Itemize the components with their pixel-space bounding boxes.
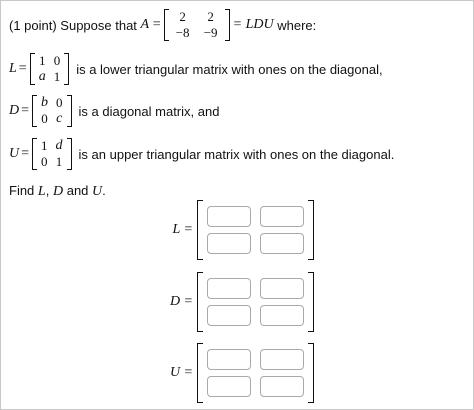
answer-l-input-21[interactable] (210, 235, 248, 252)
matrix-a-symbol: A (140, 17, 150, 32)
find-l: L (37, 184, 46, 199)
answer-l-label: L = (172, 222, 193, 237)
matrix-a-cell: −9 (203, 25, 218, 40)
answer-u-cell[interactable] (207, 349, 251, 370)
answer-d-input-22[interactable] (263, 307, 301, 324)
answer-d-label: D = (169, 294, 193, 309)
answer-d-cell[interactable] (207, 305, 251, 326)
answer-u-row (163, 344, 314, 402)
find-instruction (9, 183, 106, 200)
answer-d-cell[interactable] (207, 278, 251, 299)
matrix-a (164, 9, 230, 41)
matrix-a-cell: 2 (179, 9, 186, 24)
definition-l (9, 53, 383, 85)
matrix-cell: c (56, 111, 63, 126)
answer-u-input-11[interactable] (210, 351, 248, 368)
matrix-cell: d (55, 138, 63, 153)
answer-u-cell[interactable] (207, 376, 251, 397)
answer-l-input-11[interactable] (210, 208, 248, 225)
find-u: U (92, 184, 103, 199)
definition-symbol: D (9, 103, 20, 118)
answer-l-cell[interactable] (207, 233, 251, 254)
answer-l-input-22[interactable] (263, 235, 301, 252)
matrix-cell: a (38, 69, 46, 84)
find-prefix: Find (9, 183, 35, 198)
matrix-u-form (32, 138, 72, 170)
definition-u (9, 138, 394, 170)
matrix-cell: 1 (55, 154, 63, 169)
definition-description: is a lower triangular matrix with ones on the diagonal, (76, 61, 383, 77)
answer-u-label: U = (169, 365, 193, 380)
answer-d-input-11[interactable] (210, 280, 248, 297)
matrix-cell: 1 (41, 138, 48, 153)
find-d: D (52, 184, 64, 199)
equals-sign: = (21, 103, 30, 118)
find-comma: , (45, 183, 50, 198)
answer-u-input-21[interactable] (210, 378, 248, 395)
equals-sign: = (18, 61, 27, 76)
ldu-expression: = LDU (232, 17, 274, 32)
answer-u-input-12[interactable] (263, 351, 301, 368)
answer-l-input-12[interactable] (263, 208, 301, 225)
answer-l-cell[interactable] (260, 206, 304, 227)
find-and: and (66, 183, 89, 198)
matrix-a-cell: 2 (207, 9, 214, 24)
matrix-cell: 0 (41, 154, 48, 169)
matrix-l-form (30, 53, 70, 85)
answer-u-cell[interactable] (260, 349, 304, 370)
matrix-cell: 1 (38, 53, 46, 68)
matrix-cell: 0 (56, 95, 63, 110)
answer-d-row (163, 273, 314, 331)
equals-sign: = (21, 146, 30, 161)
answer-d-cell[interactable] (260, 305, 304, 326)
matrix-a-cell: −8 (175, 25, 190, 40)
matrix-cell: b (41, 95, 49, 110)
answer-l-cell[interactable] (260, 233, 304, 254)
answer-l-cell[interactable] (207, 206, 251, 227)
equals-sign: = (152, 17, 161, 32)
answer-d-matrix (197, 272, 314, 332)
answer-u-input-22[interactable] (263, 378, 301, 395)
answer-d-input-21[interactable] (210, 307, 248, 324)
problem-statement (9, 9, 316, 41)
answer-l-row (163, 201, 314, 259)
answer-d-cell[interactable] (260, 278, 304, 299)
definition-d (9, 95, 219, 127)
where-text: where: (277, 17, 317, 33)
definition-symbol: L (9, 61, 17, 76)
definition-symbol: U (9, 146, 20, 161)
matrix-d-form (32, 95, 72, 127)
answer-u-matrix (197, 343, 314, 403)
matrix-cell: 1 (53, 69, 61, 84)
answer-d-input-12[interactable] (263, 280, 301, 297)
matrix-cell: 0 (41, 111, 48, 126)
answer-l-matrix (197, 200, 314, 260)
problem-intro: (1 point) Suppose that (9, 17, 137, 33)
find-period: . (102, 183, 106, 198)
answer-u-cell[interactable] (260, 376, 304, 397)
definition-description: is an upper triangular matrix with ones on the diagonal. (78, 146, 395, 162)
definition-description: is a diagonal matrix, and (78, 103, 220, 119)
matrix-cell: 0 (53, 53, 61, 68)
